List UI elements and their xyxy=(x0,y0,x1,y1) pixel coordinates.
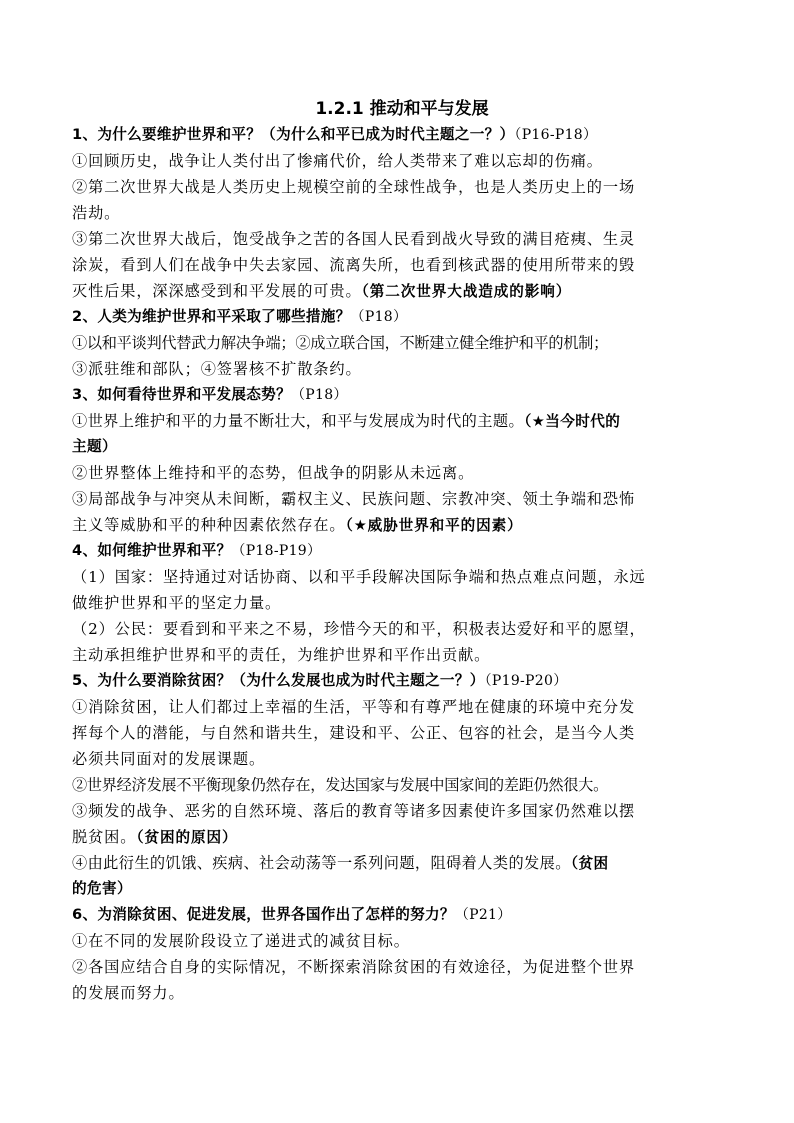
answer-note: （第二次世界大战造成的影响） xyxy=(361,283,572,300)
answer-line: 的发展而努力。 xyxy=(72,984,185,1002)
question-5-text: 5、为什么要消除贫困？（为什么发展也成为时代主题之一？） xyxy=(72,672,485,689)
answer-line: ①回顾历史，战争让人类付出了惨痛代价，给人类带来了难以忘却的伤痛。 xyxy=(72,152,603,170)
answer-line: 浩劫。 xyxy=(72,204,121,222)
answer-note-line: 主题） xyxy=(72,438,117,455)
question-1-text: 1、为什么要维护世界和平？（为什么和平已成为时代主题之一？） xyxy=(72,126,515,143)
answer-line xyxy=(72,850,732,876)
answer-line xyxy=(72,408,732,434)
answer-line: 挥每个人的潜能，与自然和谐共生，建设和平、公正、包容的社会，是当今人类 xyxy=(72,724,636,742)
answer-line xyxy=(72,512,732,538)
answer-line: ②第二次世界大战是人类历史上规模空前的全球性战争，也是人类历史上的一场 xyxy=(72,178,636,196)
page-title: 1.2.1 推动和平与发展 xyxy=(315,99,489,119)
question-4 xyxy=(72,538,732,564)
answer-line xyxy=(72,824,732,850)
question-4-text: 4、如何维护世界和平？ xyxy=(72,542,232,559)
answer-line: 涂炭，看到人们在战争中失去家园、流离失所，也看到核武器的使用所带来的毁 xyxy=(72,256,636,274)
question-1 xyxy=(72,122,732,148)
answer-note-line: 的危害） xyxy=(72,880,132,897)
question-5-ref: （P19-P20） xyxy=(484,673,568,689)
answer-line: 做维护世界和平的坚定力量。 xyxy=(72,594,282,612)
answer-line: ③第二次世界大战后，饱受战争之苦的各国人民看到战火导致的满目疮痍、生灵 xyxy=(72,230,636,248)
answer-note: （贫困的原因） xyxy=(136,829,238,846)
answer-line: ①在不同的发展阶段设立了递进式的减贫目标。 xyxy=(72,932,410,950)
answer-line: （2）公民：要看到和平来之不易，珍惜今天的和平，积极表达爱好和平的愿望， xyxy=(72,620,646,638)
question-6-text: 6、为消除贫困、促进发展，世界各国作出了怎样的努力？ xyxy=(72,906,455,923)
answer-note: （★威胁世界和平的因素） xyxy=(345,517,523,534)
answer-note: （★当今时代的 xyxy=(524,413,621,430)
answer-text: ①世界上维护和平的力量不断壮大，和平与发展成为时代的主题。 xyxy=(72,412,525,430)
answer-line: ②世界整体上维持和平的态势，但战争的阴影从未远离。 xyxy=(72,464,475,482)
question-2-text: 2、人类为维护世界和平采取了哪些措施？ xyxy=(72,308,351,325)
answer-line: ①以和平谈判代替武力解决争端；②成立联合国，不断建立健全维护和平的机制； xyxy=(72,334,608,352)
answer-line: （1）国家：坚持通过对话协商、以和平手段解决国际争端和热点难点问题，永远 xyxy=(72,568,646,586)
question-6 xyxy=(72,902,732,928)
question-3 xyxy=(72,382,732,408)
answer-line: 必须共同面对的发展课题。 xyxy=(72,750,266,768)
question-1-ref: （P16-P18） xyxy=(514,127,598,143)
answer-text: 灭性后果，深深感受到和平发展的可贵。 xyxy=(72,282,362,300)
question-6-ref: （P21） xyxy=(454,907,512,923)
question-3-ref: （P18） xyxy=(290,387,348,403)
answer-note: （贫困 xyxy=(570,855,609,872)
question-3-text: 3、如何看待世界和平发展态势？ xyxy=(72,386,291,403)
question-5 xyxy=(72,668,732,694)
answer-line: ②世界经济发展不平衡现象仍然存在，发达国家与发展中国家间的差距仍然很大。 xyxy=(72,776,608,794)
answer-line: ③派驻维和部队；④签署核不扩散条约。 xyxy=(72,360,362,378)
document-page xyxy=(72,96,732,1006)
question-4-ref: （P18-P19） xyxy=(231,543,322,559)
answer-line: ②各国应结合自身的实际情况，不断探索消除贫困的有效途径，为促进整个世界 xyxy=(72,958,636,976)
answer-text: 主义等威胁和平的种种因素依然存在。 xyxy=(72,516,346,534)
answer-line xyxy=(72,278,732,304)
answer-line: ③局部战争与冲突从未间断，霸权主义、民族问题、宗教冲突、领土争端和恐怖 xyxy=(72,490,636,508)
answer-text: ④由此衍生的饥饿、疾病、社会动荡等一系列问题，阻碍着人类的发展。 xyxy=(72,854,571,872)
answer-text: 脱贫困。 xyxy=(72,828,137,846)
answer-line: ①消除贫困，让人们都过上幸福的生活，平等和有尊严地在健康的环境中充分发 xyxy=(72,698,636,716)
answer-line: ③频发的战争、恶劣的自然环境、落后的教育等诸多因素使许多国家仍然难以摆 xyxy=(72,802,636,820)
answer-line: 主动承担维护世界和平的责任，为维护世界和平作出贡献。 xyxy=(72,646,491,664)
question-2 xyxy=(72,304,732,330)
question-2-ref: （P18） xyxy=(350,309,408,325)
